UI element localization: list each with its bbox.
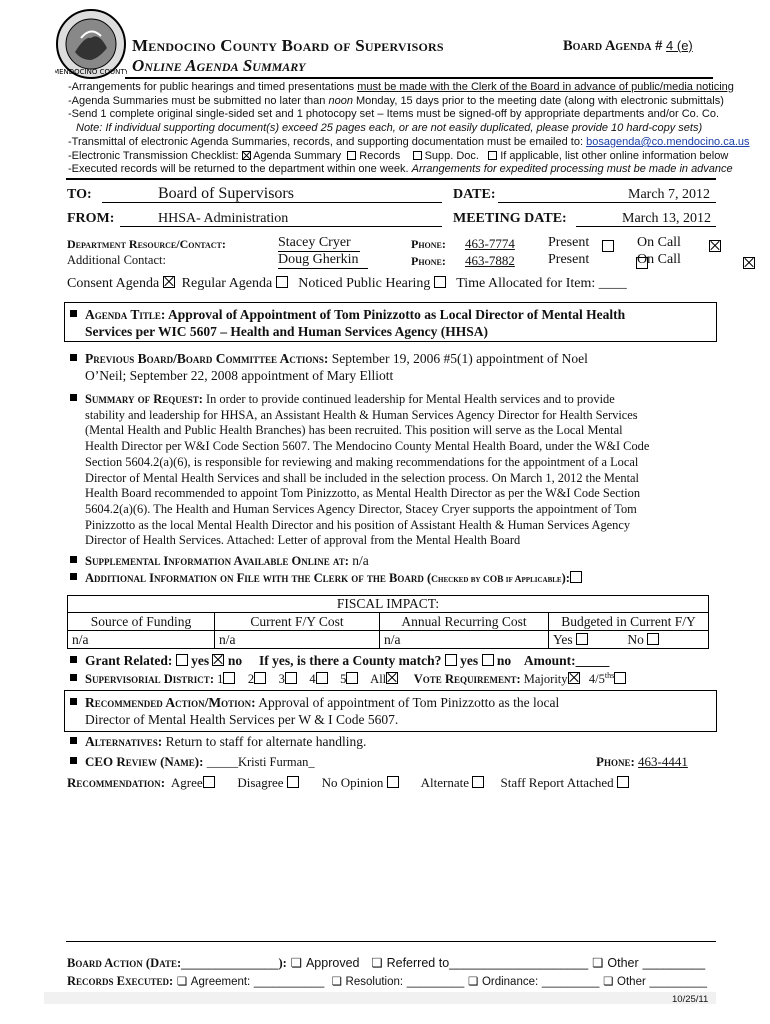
additional-info — [70, 571, 582, 586]
ceo-phone — [596, 754, 688, 770]
consent-agenda-checkbox[interactable] — [163, 276, 175, 288]
seal-text: MENDOCINO COUNTY — [55, 68, 127, 76]
contact-value[interactable]: Stacey Cryer — [278, 235, 351, 250]
summary-line: stability and leadership for HHSA, an Assistant Health & Human Services Agency Director for Health Services — [85, 407, 638, 422]
instruction-noon: noon — [328, 95, 353, 107]
budgeted-cell — [549, 631, 709, 649]
ceo-label: CEO Review (Name): — [85, 754, 204, 769]
previous-actions-text-2: O’Neil; September 22, 2008 appointment of Mary Elliott — [85, 368, 394, 383]
bullet-icon — [70, 698, 77, 705]
board-action-rule — [66, 941, 716, 942]
board-action-row — [67, 955, 705, 971]
records-other-blank[interactable]: _________ — [649, 976, 708, 988]
instruction-text: -Agenda Summaries must be submitted no later than — [68, 95, 329, 107]
instructions-rule — [66, 178, 716, 180]
meeting-date-label: MEETING DATE: — [453, 211, 567, 226]
additional-info-checkbox[interactable] — [570, 571, 582, 583]
email-link[interactable]: bosagenda@co.mendocino.ca.us — [586, 136, 750, 148]
match-yes-checkbox[interactable] — [445, 654, 457, 666]
ceo-name-value[interactable]: _____Kristi Furman_ — [206, 755, 315, 769]
additional-underline — [278, 268, 368, 269]
fourfifths-checkbox[interactable] — [614, 672, 626, 684]
grant-label: Grant Related: — [85, 653, 173, 668]
present-checkbox-1[interactable] — [602, 240, 614, 252]
recommended-label: Recommended Action/Motion: — [85, 695, 256, 710]
summary-line: Pinizzotto as the local Mental Health Director and his position of Assistant Health & Human Services Agency — [85, 517, 631, 532]
ceo-phone-value[interactable]: 463-4441 — [638, 754, 688, 769]
district-2-checkbox[interactable] — [254, 672, 266, 684]
fourfifths-sup: ths — [604, 671, 615, 680]
instruction-text: -Executed records will be returned to the department within one week. — [68, 163, 412, 175]
agreement-blank[interactable]: ___________ — [253, 976, 325, 988]
match-no-checkbox[interactable] — [482, 654, 494, 666]
instruction-text: -Arrangements for public hearings and timed presentations — [68, 81, 358, 93]
no-opinion-checkbox[interactable] — [387, 776, 399, 788]
alternatives-value[interactable]: Return to staff for alternate handling. — [162, 734, 367, 749]
county-seal — [55, 8, 127, 80]
district-option-label: 3 — [278, 672, 285, 687]
summary-label: Summary of Request: — [85, 392, 203, 406]
org-title: Mendocino County Board of Supervisors — [132, 36, 444, 55]
oncall-label-1: On Call — [637, 235, 681, 250]
to-underline — [102, 202, 442, 203]
fourfifths-label: 4/5 — [588, 672, 605, 687]
grant-related-row — [70, 653, 609, 669]
contact-label: Department Resource/Contact: — [67, 237, 226, 251]
regular-agenda-checkbox[interactable] — [276, 276, 288, 288]
instruction-underlined: must be made with the Clerk of the Board in advance of public/media noticing — [357, 81, 734, 93]
bullet-icon — [70, 310, 77, 317]
district-4-checkbox[interactable] — [316, 672, 328, 684]
referred-checkbox-icon[interactable]: ❏ — [371, 956, 383, 970]
from-label: FROM: — [67, 211, 115, 226]
agenda-number-label — [563, 38, 693, 55]
to-value[interactable]: Board of Supervisors — [158, 185, 294, 202]
to-label: TO: — [67, 187, 92, 202]
summary-line: (Mental Health and Public Health Branches) has been recruited. This position will serve as the Local Mental — [85, 423, 623, 438]
regular-agenda-label: Regular Agenda — [181, 276, 273, 291]
district-label: Supervisorial District: — [85, 672, 214, 687]
oncall-checkbox-1[interactable] — [709, 240, 721, 252]
match-yes-label: yes — [460, 653, 479, 668]
referred-blank[interactable]: ____________________ — [449, 956, 589, 970]
agreement-label: Agreement: — [190, 976, 251, 988]
funding-source-value[interactable]: n/a — [68, 631, 215, 649]
additional-contact-value[interactable]: Doug Gherkin — [278, 252, 359, 267]
from-underline — [120, 226, 442, 227]
grant-yes-label: yes — [191, 653, 210, 668]
fiscal-table — [67, 612, 709, 649]
date-underline — [498, 202, 716, 203]
phone-label-2: Phone: — [411, 254, 446, 268]
recommendation-option-label: Agree — [170, 775, 203, 790]
phone-label-1: Phone: — [411, 237, 446, 251]
district-option-label: 5 — [340, 672, 347, 687]
instruction-line-1 — [68, 81, 734, 94]
budgeted-no-checkbox[interactable] — [647, 633, 659, 645]
ordinance-blank[interactable]: _________ — [541, 976, 600, 988]
date-label: DATE: — [453, 187, 496, 202]
supplemental-value[interactable]: n/a — [348, 553, 369, 568]
vote-requirement-label: Vote Requirement: — [413, 672, 521, 687]
oncall-label-2: On Call — [637, 252, 681, 267]
district-option-label: 2 — [247, 672, 255, 687]
grant-yes-checkbox[interactable] — [176, 654, 188, 666]
match-no-label: no — [496, 653, 512, 668]
grant-no-checkbox[interactable] — [212, 654, 224, 666]
summary-line: Health Board recommended to appoint Tom Pinizzotto, as Mental Health Director as per the W&I Code Section — [85, 486, 641, 501]
present-label-2: Present — [548, 252, 590, 267]
recommended-text-1: Approval of appointment of Tom Pinizzotto as the local — [255, 695, 560, 710]
checkbox-label: If applicable, list other online information below — [500, 150, 729, 162]
agenda-type-row — [67, 276, 627, 292]
present-label-1: Present — [548, 235, 590, 250]
checkbox-label: Supp. Doc. — [424, 150, 479, 162]
checkbox-label: Agenda Summary — [253, 150, 342, 162]
summary-line: Director of Health Services. Attached: Letter of approval from the Mental Health Board — [85, 533, 521, 548]
records-executed-label: Records Executed: — [67, 974, 174, 988]
board-action-date[interactable]: ______________ — [181, 956, 279, 970]
ceo-phone-label: Phone: — [596, 754, 635, 769]
recommendation-option-label: Staff Report Attached — [500, 775, 614, 790]
additional-contact-label: Additional Contact: — [67, 253, 166, 267]
agenda-title-label: Agenda Title: — [85, 307, 166, 322]
records-executed-row — [67, 974, 707, 989]
fiscal-header: Current F/Y Cost — [215, 613, 380, 631]
fiscal-header-row — [68, 613, 709, 631]
county-match-label: If yes, is there a County match? — [259, 653, 442, 668]
page-subtitle: Online Agenda Summary — [132, 56, 306, 75]
district-option-label: 4 — [309, 672, 316, 687]
ordinance-label: Ordinance: — [481, 976, 539, 988]
summary-line: Section 5604.2(a)(6), is responsible for reviewing and making recommendations for the appointment of a Local — [85, 454, 639, 469]
phone-value-2[interactable]: 463-7882 — [465, 253, 515, 268]
supplemental-info — [70, 553, 369, 569]
agenda-title-text-1: Approval of Appointment of Tom Pinizzotto as Local Director of Mental Health — [165, 307, 626, 322]
district-option-label: 1 — [217, 672, 224, 687]
budgeted-yes-checkbox[interactable] — [576, 633, 588, 645]
recurring-cost-value[interactable]: n/a — [380, 631, 549, 649]
instruction-line-6 — [68, 150, 728, 163]
agenda-title — [70, 306, 625, 340]
other-online-checkbox[interactable] — [488, 151, 497, 160]
approved-label: Approved — [305, 956, 360, 970]
recommendation-option-label: No Opinion — [321, 775, 384, 790]
phone-value-1[interactable]: 463-7774 — [465, 236, 515, 251]
summary-line: Director of Mental Health Services and shall be included in the selection process. On March 1, 2012 the Mental — [85, 470, 639, 485]
records-other-checkbox-icon[interactable]: ❏ — [603, 976, 614, 988]
ceo-review-row — [70, 754, 315, 770]
consent-agenda-label: Consent Agenda — [67, 276, 160, 291]
checkbox-label: Records — [359, 150, 401, 162]
alternatives-row — [70, 734, 366, 750]
time-allocated-label: Time Allocated for Item: — [456, 276, 596, 291]
meeting-date-value[interactable]: March 13, 2012 — [622, 211, 712, 226]
previous-actions — [70, 350, 588, 384]
alternate-checkbox[interactable] — [472, 776, 484, 788]
other-label: Other — [607, 956, 639, 970]
majority-checkbox[interactable] — [568, 672, 580, 684]
recommendation-row — [67, 775, 629, 791]
fiscal-value-row — [68, 631, 709, 649]
bullet-icon — [70, 674, 77, 681]
records-other-label: Other — [617, 976, 646, 988]
agreement-checkbox-icon[interactable]: ❏ — [176, 976, 188, 988]
agenda-number: 4 (e) — [666, 38, 693, 53]
noticed-hearing-checkbox[interactable] — [434, 276, 446, 288]
fiscal-header: Source of Funding — [68, 613, 215, 631]
instruction-text: -Electronic Transmission Checklist: — [68, 150, 242, 162]
bullet-icon — [70, 656, 77, 663]
amount-label: Amount: — [523, 653, 576, 668]
recommended-text-2: Director of Mental Health Services per W & I Code 5607. — [85, 712, 399, 727]
noticed-hearing-label: Noticed Public Hearing — [298, 276, 431, 291]
recommendation-option-label: Alternate — [420, 775, 469, 790]
instruction-line-5 — [68, 136, 750, 149]
bullet-icon — [70, 556, 77, 563]
alternatives-label: Alternatives: — [85, 734, 163, 749]
instruction-line-4: Note: If individual supporting document(s) exceed 25 pages each, or are not easily duplicated, please provide 10 hard-copy sets) — [76, 122, 703, 134]
resolution-blank[interactable]: _________ — [406, 976, 465, 988]
bullet-icon — [70, 573, 77, 580]
budgeted-yes-label: Yes — [553, 631, 573, 647]
board-action-label-end: ): — [278, 956, 287, 970]
district-all-checkbox[interactable] — [386, 672, 398, 684]
district-3-checkbox[interactable] — [285, 672, 297, 684]
date-value[interactable]: March 7, 2012 — [628, 187, 711, 202]
instruction-text: Monday, 15 days prior to the meeting date (along with electronic submittals) — [352, 95, 724, 107]
instruction-line-7 — [68, 163, 733, 176]
bullet-icon — [70, 394, 77, 401]
disagree-checkbox[interactable] — [287, 776, 299, 788]
instruction-italic: Arrangements for expedited processing must be made in advance — [411, 163, 733, 175]
majority-label: Majority — [523, 672, 568, 687]
additional-info-label: Additional Information on File with the Clerk of the Board ( — [85, 571, 432, 585]
header-rule — [125, 77, 713, 79]
oncall-checkbox-2[interactable] — [743, 257, 755, 269]
other-checkbox-icon[interactable]: ❏ — [592, 956, 604, 970]
instruction-line-3: -Send 1 complete original single-sided set and 1 photocopy set – Items must be signed-off by appropriate departments and/or Co. Co. — [68, 108, 720, 120]
bullet-icon — [70, 354, 77, 361]
fiscal-header: Budgeted in Current F/Y — [549, 613, 709, 631]
bullet-icon — [70, 757, 77, 764]
district-1-checkbox[interactable] — [223, 672, 235, 684]
approved-checkbox-icon[interactable]: ❏ — [290, 956, 302, 970]
meeting-underline — [576, 226, 716, 227]
summary-line: In order to provide continued leadership for Mental Health services and to provide — [202, 392, 615, 406]
footer-bar — [44, 992, 716, 1004]
staff-report-checkbox[interactable] — [617, 776, 629, 788]
grant-no-label: no — [227, 653, 243, 668]
current-cost-value[interactable]: n/a — [215, 631, 380, 649]
fiscal-impact-title: FISCAL IMPACT: — [67, 595, 709, 613]
resolution-label: Resolution: — [345, 976, 404, 988]
summary-of-request — [70, 392, 649, 549]
additional-info-end: ): — [561, 571, 570, 585]
supp-doc-checkbox[interactable] — [413, 151, 422, 160]
district-5-checkbox[interactable] — [346, 672, 358, 684]
recommendation-option-label: Disagree — [237, 775, 284, 790]
other-blank[interactable]: _________ — [642, 956, 706, 970]
supplemental-label: Supplemental Information Available Online at: — [85, 554, 349, 568]
agenda-label: Board Agenda # — [563, 38, 663, 54]
recommended-action — [70, 694, 559, 728]
time-allocated-value[interactable]: ____ — [598, 276, 627, 291]
district-option-label: All — [370, 672, 387, 687]
referred-label: Referred to — [386, 956, 450, 970]
agree-checkbox[interactable] — [203, 776, 215, 788]
recommendation-label: Recommendation: — [67, 775, 166, 790]
district-row — [70, 671, 626, 687]
revision-date: 10/25/11 — [672, 994, 709, 1005]
previous-actions-label: Previous Board/Board Committee Actions: — [85, 351, 329, 366]
fiscal-header: Annual Recurring Cost — [380, 613, 549, 631]
budgeted-no-label: No — [627, 631, 644, 647]
summary-line: Health Director per W&I Code Section 5607. The Mendocino County Mental Health Board, under the W&I Code — [85, 439, 650, 454]
ordinance-checkbox-icon[interactable]: ❏ — [467, 976, 479, 988]
instruction-text: -Transmittal of electronic Agenda Summaries, records, and supporting documentation must be emailed to: — [68, 136, 587, 148]
previous-actions-text-1: September 19, 2006 #5(1) appointment of Noel — [328, 351, 588, 366]
summary-line: 5604.2(a)(6). The Health and Human Services Agency Director, Stacey Cryer supports the appointment of Tom — [85, 501, 637, 516]
additional-info-small: Checked by COB if Applicable — [431, 575, 562, 585]
agenda-summary-checkbox[interactable] — [242, 151, 251, 160]
board-action-label: Board Action (Date: — [67, 956, 182, 970]
agenda-title-text-2: Services per WIC 5607 – Health and Human Services Agency (HHSA) — [85, 324, 488, 339]
records-checkbox[interactable] — [347, 151, 356, 160]
instruction-line-2 — [68, 95, 724, 108]
resolution-checkbox-icon[interactable]: ❏ — [331, 976, 342, 988]
from-value[interactable]: HHSA- Administration — [158, 211, 289, 226]
amount-value[interactable]: _____ — [575, 653, 610, 668]
bullet-icon — [70, 737, 77, 744]
